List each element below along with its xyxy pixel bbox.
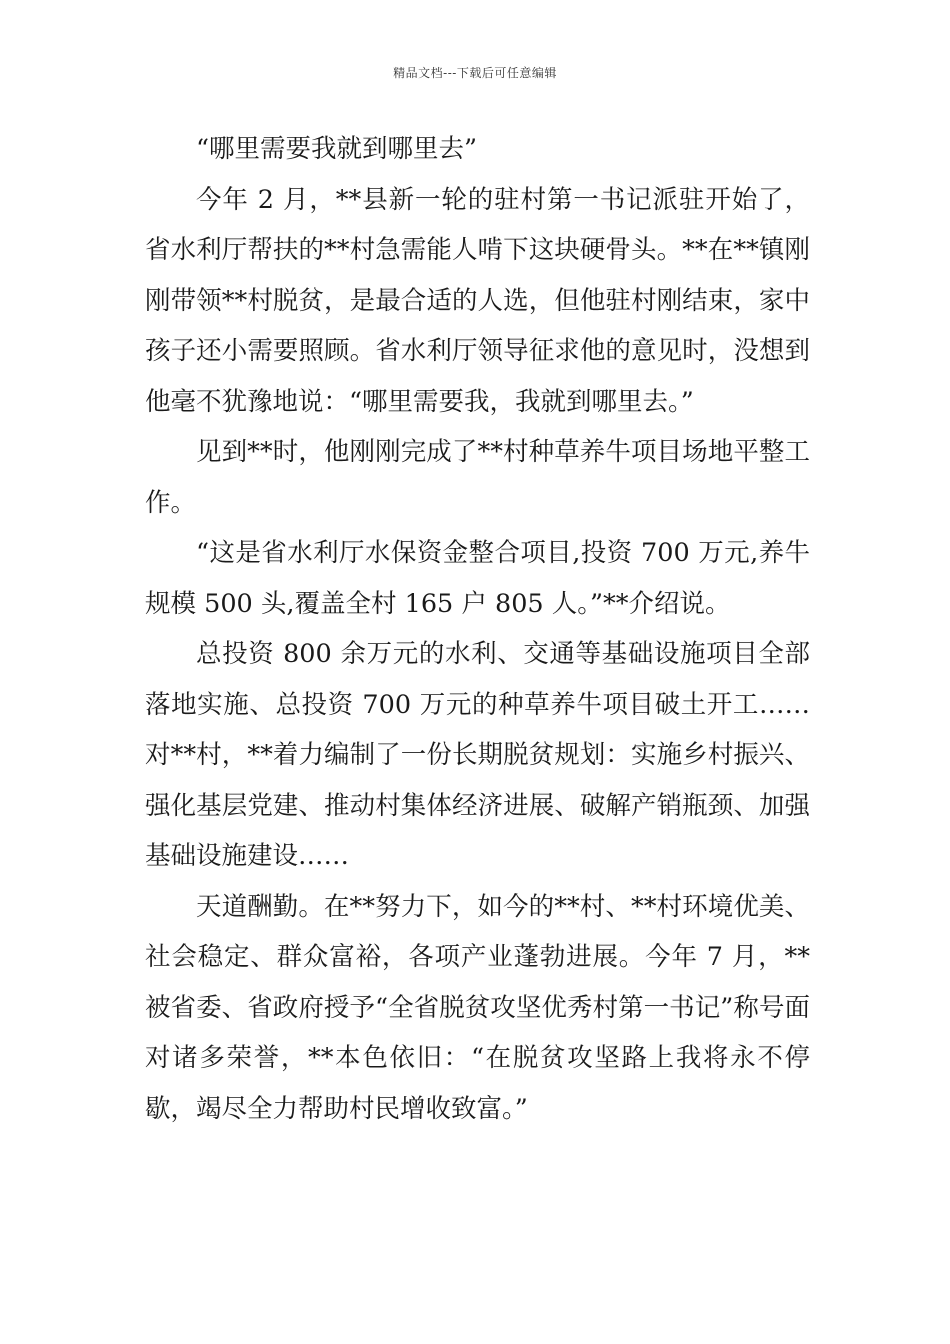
paragraph: 天道酬勤。在**努力下，如今的**村、**村环境优美、社会稳定、群众富裕，各项产业蓬勃进展。今年 7 月，**被省委、省政府授予“全省脱贫攻坚优秀村第一书记”称号面对诸多荣誉，**本色依旧：“在脱贫攻坚路上我将永不停歇，竭尽全力帮助村民增收致富。” <box>145 891 810 1124</box>
page-header: 精品文档---下载后可任意编辑 <box>393 66 557 80</box>
paragraph: 总投资 800 余万元的水利、交通等基础设施项目全部落地实施、总投资 700 万元的种草养牛项目破土开工……对**村，**着力编制了一份长期脱贫规划：实施乡村振兴、强化基层党建、推动村集体经济进展、破解产销瓶颈、加强基础设施建设…… <box>145 639 810 871</box>
article-body <box>145 124 810 1134</box>
article-subtitle: “哪里需要我就到哪里去” <box>196 134 478 164</box>
paragraph: “这是省水利厅水保资金整合项目,投资 700 万元,养牛规模 500 头,覆盖全村 165 户 805 人。”**介绍说。 <box>145 538 810 619</box>
paragraph: 今年 2 月，**县新一轮的驻村第一书记派驻开始了，省水利厅帮扶的**村急需能人啃下这块硬骨头。**在**镇刚刚带领**村脱贫，是最合适的人选，但他驻村刚结束，家中孩子还小需要照顾。省水利厅领导征求他的意见时，没想到他毫不犹豫地说：“哪里需要我，我就到哪里去。” <box>145 184 810 417</box>
paragraph: 见到**时，他刚刚完成了**村种草养牛项目场地平整工作。 <box>145 437 810 518</box>
